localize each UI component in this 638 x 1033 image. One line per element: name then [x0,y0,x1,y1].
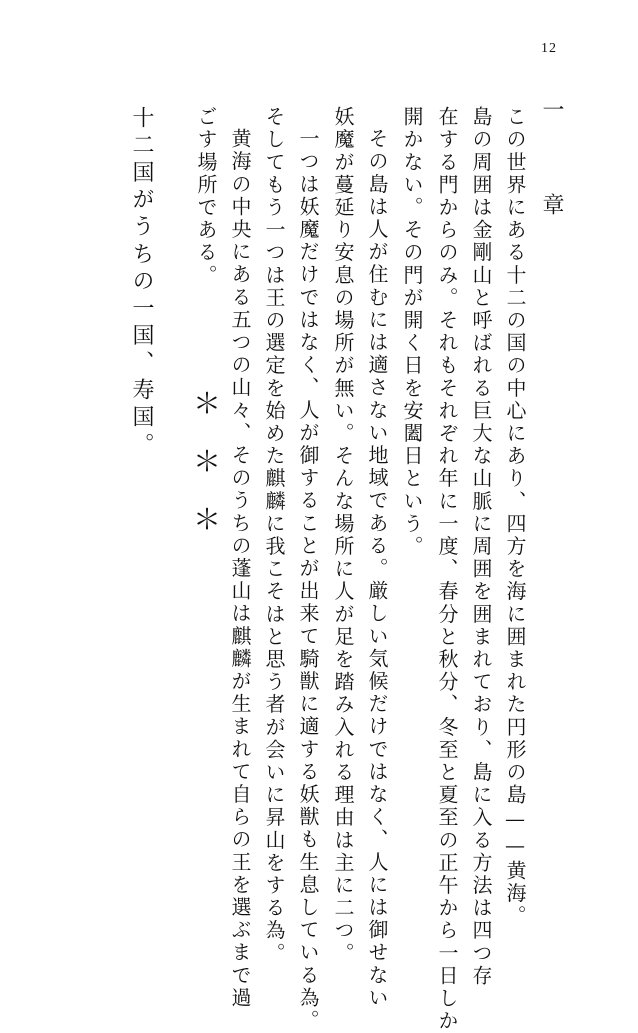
page-number: 12 [541,41,557,56]
body-line: 妖魔が蔓延り安息の場所が無い。そんな場所に人が足を踏み入れる理由は主に二つ。 [331,106,355,965]
body-line: その島は人が住むには適さない地域である。厳しい気候だけではなく、人には御せない [365,128,389,1010]
body-line: 島の周囲は金剛山と呼ばれる巨大な山脈に周囲を囲まれており、島に入る方法は四つ存 [469,106,493,988]
body-line: 開かない。その門が開く日を安闔日という。 [400,106,424,558]
section-separator-asterisk: ＊ [193,387,222,420]
body-line: この世界にある十二の国の中心にあり、四方を海に囲まれた円形の島——黄海。 [503,106,527,928]
chapter-title: 一 章 [539,98,564,239]
body-line: ごす場所である。 [194,106,218,287]
body-line: 在する門からのみ。それもそれぞれ年に一度、春分と秋分、冬至と夏至の正午から一日しか [435,106,459,1033]
section-separator-asterisk: ＊ [193,503,222,536]
section-heading: 十二国がうちの一国、寿国。 [129,106,154,460]
body-line: 黄海の中央にある五つの山々、そのうちの蓬山は麒麟が生まれて自らの王を選ぶまで過 [228,128,252,1010]
section-separator-asterisk: ＊ [193,445,222,478]
body-line: 一つは妖魔だけではなく、人が御することが出来て騎獣に適する妖獣も生息している為。 [296,128,320,1032]
body-line: そしてもう一つは王の選定を始めた麒麟に我こそはと思う者が会いに昇山をする為。 [262,106,286,965]
